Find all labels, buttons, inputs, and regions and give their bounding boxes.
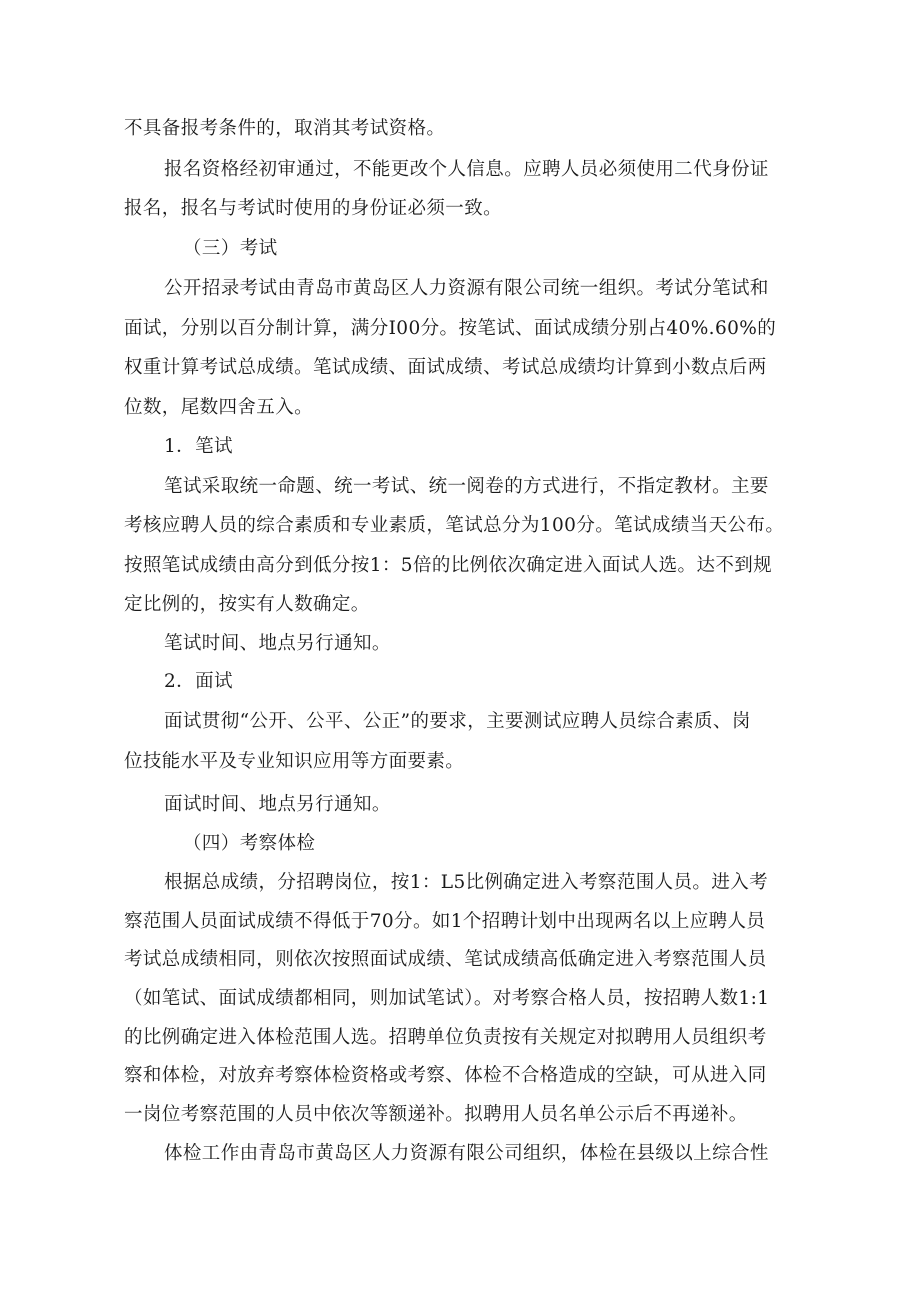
text-line: 考试总成绩相同，则依次按照面试成绩、笔试成绩高低确定进入考察范围人员: [124, 949, 767, 970]
text-line: 面试时间、地点另行通知。: [164, 794, 391, 815]
subsection-heading: 1．笔试: [164, 436, 233, 457]
text-line: 考核应聘人员的综合素质和专业素质，笔试总分为100分。笔试成绩当天公布。: [124, 515, 785, 536]
text-line: 不具备报考条件的，取消其考试资格。: [124, 118, 446, 139]
text-line: 位技能水平及专业知识应用等方面要素。: [124, 751, 465, 772]
text-line: 笔试时间、地点另行通知。: [164, 633, 391, 654]
text-line: 体检工作由青岛市黄岛区人力资源有限公司组织，体检在县级以上综合性: [164, 1143, 769, 1164]
text-line: 定比例的，按实有人数确定。: [124, 594, 370, 615]
subsection-heading: 2．面试: [164, 671, 233, 692]
text-line: 根据总成绩，分招聘岗位，按1：L5比例确定进入考察范围人员。进入考: [164, 872, 769, 893]
text-line: 公开招录考试由青岛市黄岛区人力资源有限公司统一组织。考试分笔试和: [164, 278, 769, 299]
section-heading: （四）考察体检: [183, 833, 316, 854]
text-line: 察范围人员面试成绩不得低于70分。如1个招聘计划中出现两名以上应聘人员: [124, 911, 766, 932]
text-line: 面试贯彻“公开、公平、公正”的要求，主要测试应聘人员综合素质、岗: [164, 711, 751, 732]
text-line: 报名，报名与考试时使用的身份证必须一致。: [124, 198, 503, 219]
text-line: 报名资格经初审通过，不能更改个人信息。应聘人员必须使用二代身份证: [164, 159, 769, 180]
text-line: （如笔试、面试成绩都相同，则加试笔试）。对考察合格人员，按招聘人数1:1: [124, 988, 770, 1009]
section-heading: （三）考试: [183, 238, 278, 259]
text-line: 笔试采取统一命题、统一考试、统一阅卷的方式进行，不指定教材。主要: [164, 476, 769, 497]
text-line: 的比例确定进入体检范围人选。招聘单位负责按有关规定对拟聘用人员组织考: [124, 1027, 767, 1048]
text-line: 面试，分别以百分制计算，满分I00分。按笔试、面试成绩分别占40%.60%的: [124, 318, 777, 339]
text-line: 位数，尾数四舍五入。: [124, 397, 314, 418]
text-line: 一岗位考察范围的人员中依次等额递补。拟聘用人员名单公示后不再递补。: [124, 1104, 748, 1125]
text-line: 权重计算考试总成绩。笔试成绩、面试成绩、考试总成绩均计算到小数点后两: [124, 357, 767, 378]
text-line: 按照笔试成绩由高分到低分按1：5倍的比例依次确定进入面试人选。达不到规: [124, 555, 773, 576]
text-line: 察和体检，对放弃考察体检资格或考察、体检不合格造成的空缺，可从进入同: [124, 1065, 767, 1086]
